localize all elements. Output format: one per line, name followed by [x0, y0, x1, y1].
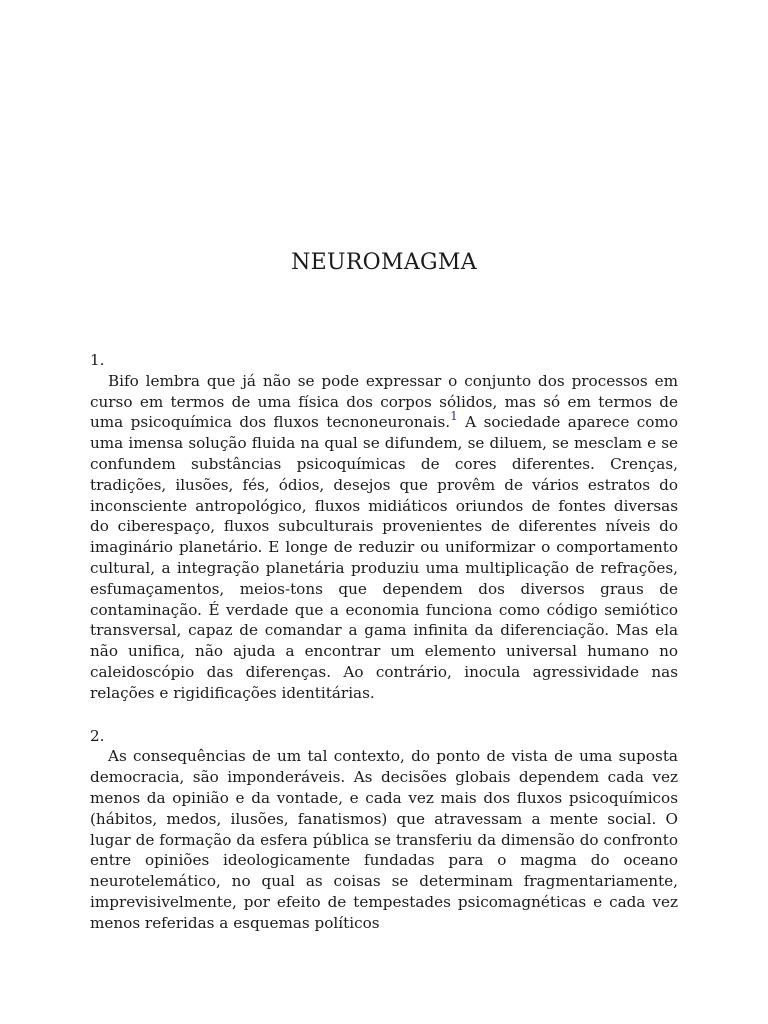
- section-paragraph: [90, 371, 678, 704]
- section-number: 1.: [90, 351, 105, 369]
- chapter-title: NEUROMAGMA: [291, 250, 477, 275]
- section-spacer: [90, 704, 678, 726]
- chapter-body: [90, 350, 678, 934]
- section-paragraph: As consequências de um tal contexto, do ponto de vista de uma suposta democracia, são imponderáveis. As decisões globais dependem cada vez menos da opinião e da vontade, e cada vez mais dos fluxos psicoquímicos (hábitos, medos, ilusões, fanatismos) que atravessam a mente social. O lugar de formação da esfera pública se transferiu da dimensão do confronto entre opiniões ideologicamente fundadas para o magma do oceano neurotelemático, no qual as coisas se determinam fragmentariamente, imprevisivelmente, por efeito de tempestades psicomagnéticas e cada vez menos referidas a esquemas políticos: [90, 747, 678, 932]
- paragraph-text: A sociedade aparece como uma imensa solução fluida na qual se difundem, se diluem, se mesclam e se confundem substâncias psicoquímicas de cores diferentes. Crenças, tradições, ilusões, fés, ódios, desejos que provêm de vários estratos do inconsciente antropológico, fluxos midiáticos oriundos de fontes diversas do ciberespaço, fluxos subculturais provenientes de diferentes níveis do imaginário planetário. E longe de reduzir ou uniformizar o comportamento cultural, a integração planetária produziu uma multiplicação de refrações, esfumaçamentos, meios-tons que dependem dos diversos graus de contaminação. É verdade que a economia funciona como código semiótico transversal, capaz de comandar a gama infinita da diferenciação. Mas ela não unifica, não ajuda a encontrar um elemento universal humano no caleidoscópio das diferenças. Ao contrário, inocula agressividade nas relações e rigidificações identitárias.: [90, 413, 678, 702]
- paragraph-text: Bifo lembra que já não se pode expressar o conjunto dos processos em curso em termos de uma física dos corpos sólidos, mas só em termos de uma psicoquímica dos fluxos tecnoneuronais.: [90, 371, 678, 432]
- footnote-link[interactable]: 1: [450, 409, 458, 424]
- section-number: 2.: [90, 726, 105, 745]
